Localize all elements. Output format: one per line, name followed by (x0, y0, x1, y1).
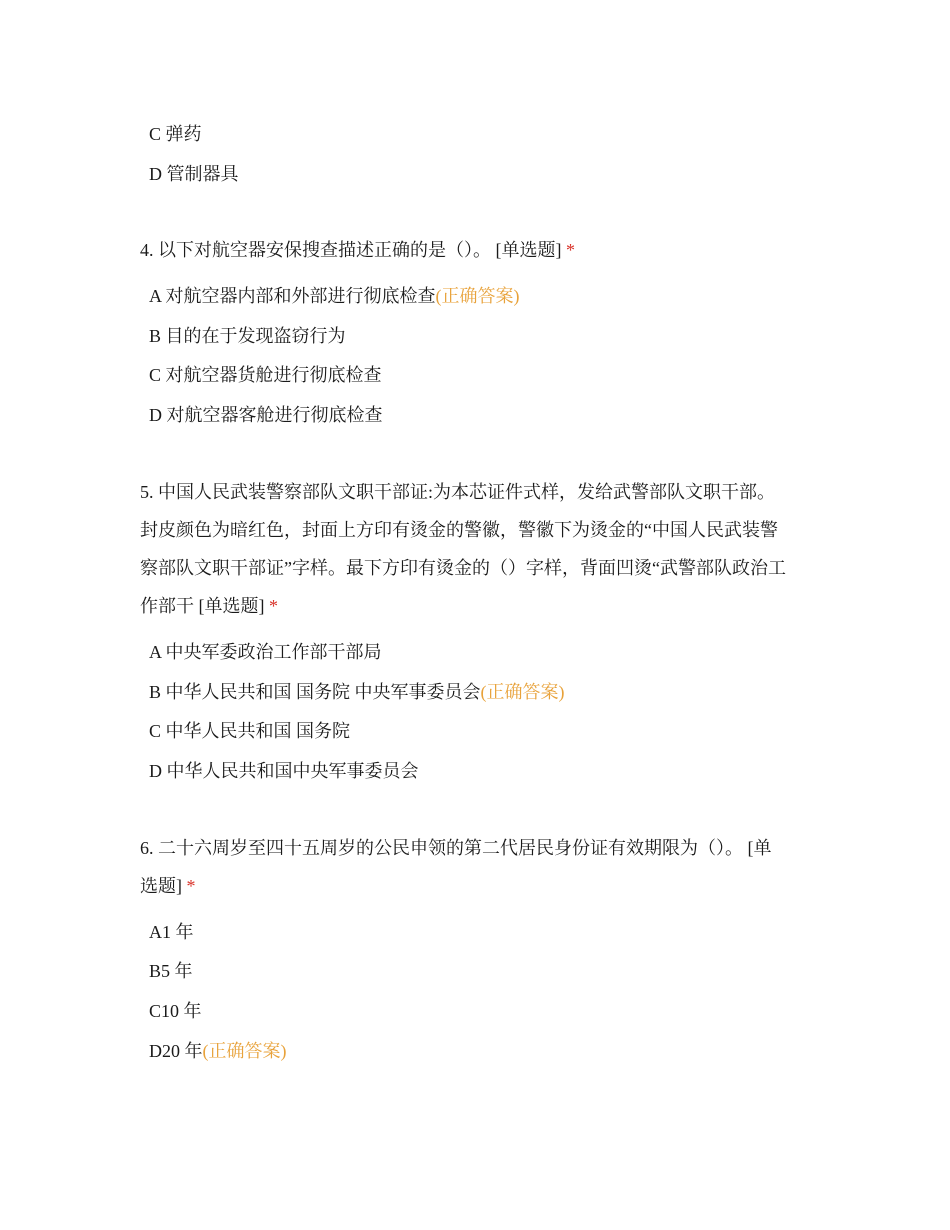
question-4-option-a: A 对航空器内部和外部进行彻底检查(正确答案) (149, 286, 520, 306)
question-4-title: 4. 以下对航空器安保搜查描述正确的是（）。 [单选题] * (140, 240, 575, 260)
question-4-option-d: D 对航空器客舱进行彻底检查 (149, 405, 383, 425)
question-6-title-line-1: 6. 二十六周岁至四十五周岁的公民申领的第二代居民身份证有效期限为（）。 [单 (140, 838, 772, 858)
required-asterisk: * (186, 876, 196, 896)
question-5-option-d: D 中华人民共和国中央军事委员会 (149, 761, 419, 781)
question-5-option-c: C 中华人民共和国 国务院 (149, 721, 351, 741)
option-c: C 弹药 (149, 124, 202, 144)
question-6-title-line-2: 选题] * (140, 876, 196, 896)
question-6-option-c: C10 年 (149, 1001, 202, 1021)
required-asterisk: * (269, 596, 278, 616)
question-4-option-b: B 目的在于发现盗窃行为 (149, 326, 346, 346)
question-5-option-a: A 中央军委政治工作部干部局 (149, 642, 382, 662)
question-4-option-c: C 对航空器货舱进行彻底检查 (149, 365, 382, 385)
question-5-option-b: B 中华人民共和国 国务院 中央军事委员会(正确答案) (149, 682, 565, 702)
question-5-title-line-4: 作部干 [单选题] * (140, 596, 278, 616)
correct-answer-note: (正确答案) (480, 682, 565, 702)
question-6-option-a: A1 年 (149, 922, 194, 942)
question-6-option-d: D20 年(正确答案) (149, 1041, 287, 1061)
correct-answer-note: (正确答案) (435, 286, 520, 306)
required-asterisk: * (566, 240, 575, 260)
question-5-title-line-1: 5. 中国人民武装警察部队文职干部证:为本芯证件式样，发给武警部队文职干部。 (140, 482, 775, 502)
question-5-title-line-3: 察部队文职干部证”字样。最下方印有烫金的（）字样，背面凹烫“武警部队政治工 (140, 558, 786, 578)
question-5-title-line-2: 封皮颜色为暗红色，封面上方印有烫金的警徽，警徽下为烫金的“中国人民武装警 (140, 520, 778, 540)
option-d: D 管制器具 (149, 164, 239, 184)
question-6-option-b: B5 年 (149, 961, 193, 981)
correct-answer-note: (正确答案) (202, 1041, 287, 1061)
